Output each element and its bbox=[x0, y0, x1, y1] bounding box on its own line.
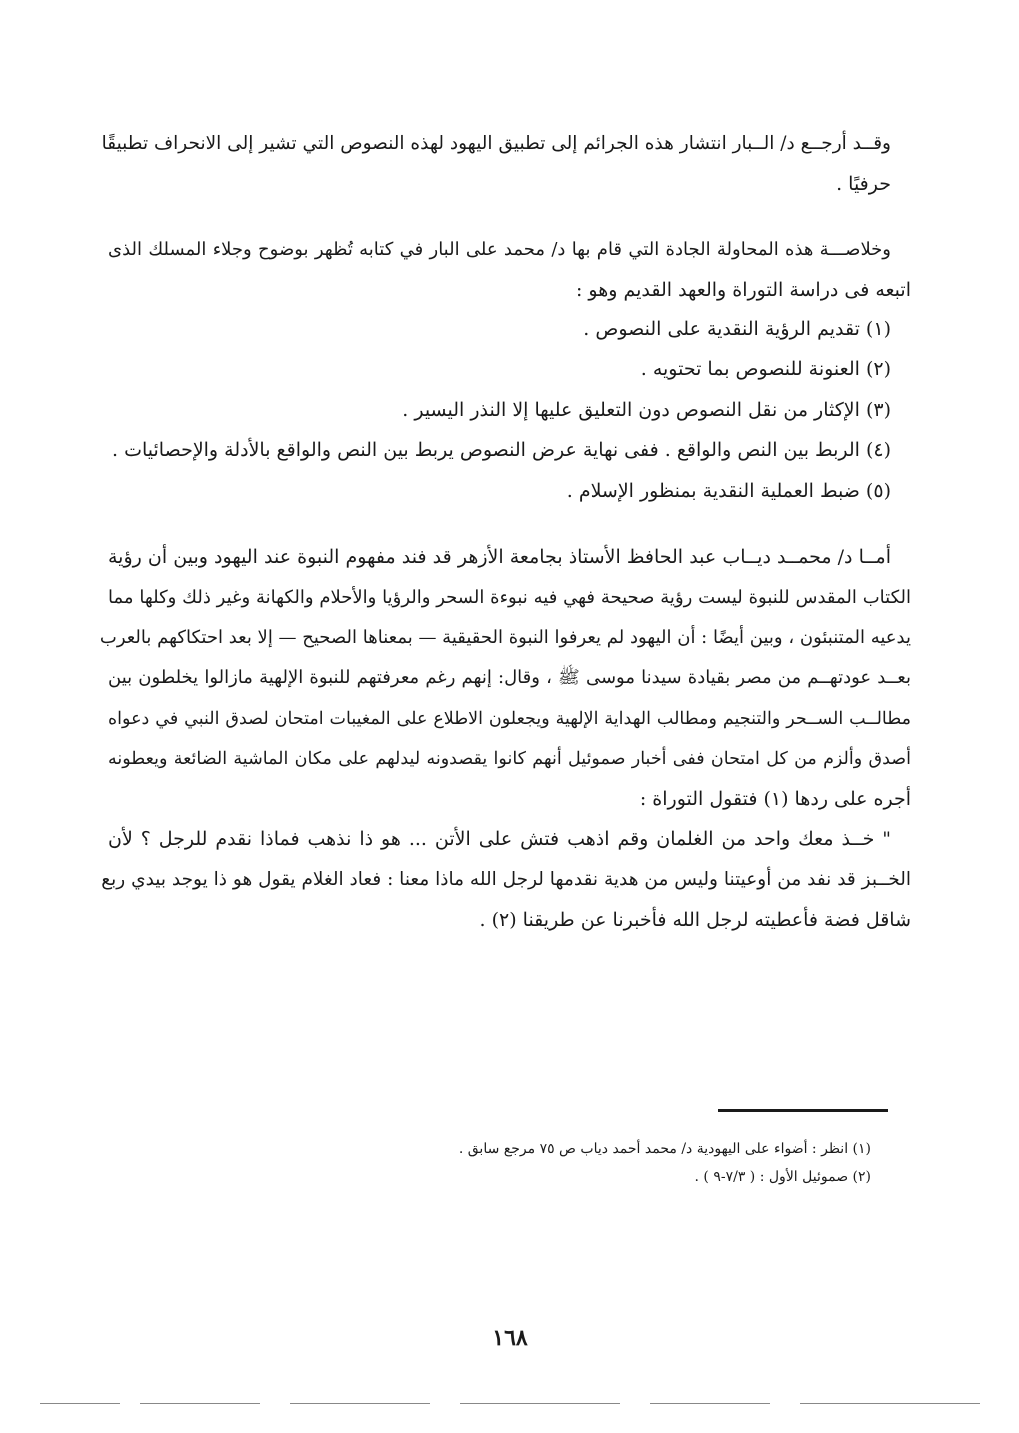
footnote-2: (٢) صموئيل الأول : ( ٧/٣-٩ ) . bbox=[694, 1169, 871, 1185]
scan-edge-line bbox=[290, 1403, 430, 1404]
list-item: (٣) الإكثار من نقل النصوص دون التعليق عليها إلا النذر اليسير . bbox=[402, 399, 891, 421]
quote-line: الخــبز قد نفد من أوعيتنا وليس من هدية نقدمها لرجل الله ماذا معنا : فعاد الغلام يقول هو ذا يوجد بيدي ربع bbox=[101, 869, 911, 890]
footnote-1: (١) انظر : أضواء على اليهودية د/ محمد أحمد دياب ص ٧٥ مرجع سابق . bbox=[458, 1141, 871, 1157]
scan-edge-line bbox=[460, 1403, 620, 1404]
paragraph3-line: يدعيه المتنبئون ، وبين أيضًا : أن اليهود لم يعرفوا النبوة الحقيقية — بمعناها الصحيح — إلا بعد احتكاكهم بالعرب bbox=[99, 627, 911, 648]
list-item: (٢) العنونة للنصوص بما تحتويه . bbox=[640, 358, 891, 380]
list-item: (١) تقديم الرؤية النقدية على النصوص . bbox=[583, 318, 891, 340]
scan-edge-line bbox=[800, 1403, 980, 1404]
list-item: (٤) الربط بين النص والواقع . ففى نهاية عرض النصوص يربط بين النص والواقع بالأدلة والإحصائيات . bbox=[112, 439, 891, 461]
scan-edge-line bbox=[40, 1403, 120, 1404]
paragraph3-line: الكتاب المقدس للنبوة ليست رؤية صحيحة فهي فيه نبوءة السحر والرؤيا والأحلام والكهانة وغير ذلك وكلها مما bbox=[108, 587, 911, 608]
paragraph3-last-line: أجره على ردها (١) فتقول التوراة : bbox=[639, 788, 911, 810]
footnote-separator bbox=[718, 1109, 888, 1112]
paragraph1-line2: حرفيًا . bbox=[836, 173, 891, 195]
paragraph3-line: مطالــب الســحر والتنجيم ومطالب الهداية الإلهية ويجعلون الاطلاع على المغيبات امتحان لصدق النبي في دعواه bbox=[108, 709, 911, 729]
list-item: (٥) ضبط العملية النقدية بمنظور الإسلام . bbox=[566, 480, 891, 502]
page-number: ١٦٨ bbox=[492, 1325, 528, 1351]
paragraph3-line: أصدق وألزم من كل امتحان ففى أخبار صموئيل أنهم كانوا يقصدونه ليدلهم على مكان الماشية الضائعة ويعطونه bbox=[108, 749, 911, 769]
quote-last-line: شاقل فضة فأعطيته لرجل الله فأخبرنا عن طريقنا (٢) . bbox=[479, 909, 911, 931]
paragraph1-line1: وقــد أرجــع د/ الــبار انتشار هذه الجرائم إلى تطبيق اليهود لهذه النصوص التي تشير إلى الانحراف تطبيقًا bbox=[101, 133, 891, 154]
quote-line: " خــذ معك واحد من الغلمان وقم اذهب فتش على الأتن ... هو ذا نذهب فماذا نقدم للرجل ؟ لأن bbox=[108, 828, 891, 850]
paragraph3-line: أمــا د/ محمــد ديــاب عبد الحافظ الأستاذ بجامعة الأزهر قد فند مفهوم النبوة عند اليهود وبين أن رؤية bbox=[108, 546, 891, 568]
paragraph2-line1: وخلاصـــة هذه المحاولة الجادة التي قام بها د/ محمد على البار في كتابه تُظهر بوضوح وجلاء المسلك الذى bbox=[108, 239, 891, 260]
paragraph3-line: بعــد عودتهــم من مصر بقيادة سيدنا موسى ﷺ ، وقال: إنهم رغم معرفتهم للنبوة الإلهية مازالوا يخلطون بين bbox=[108, 667, 911, 688]
scan-edge-line bbox=[650, 1403, 770, 1404]
paragraph2-line2: اتبعه فى دراسة التوراة والعهد القديم وهو : bbox=[575, 279, 911, 301]
scan-edge-line bbox=[140, 1403, 260, 1404]
